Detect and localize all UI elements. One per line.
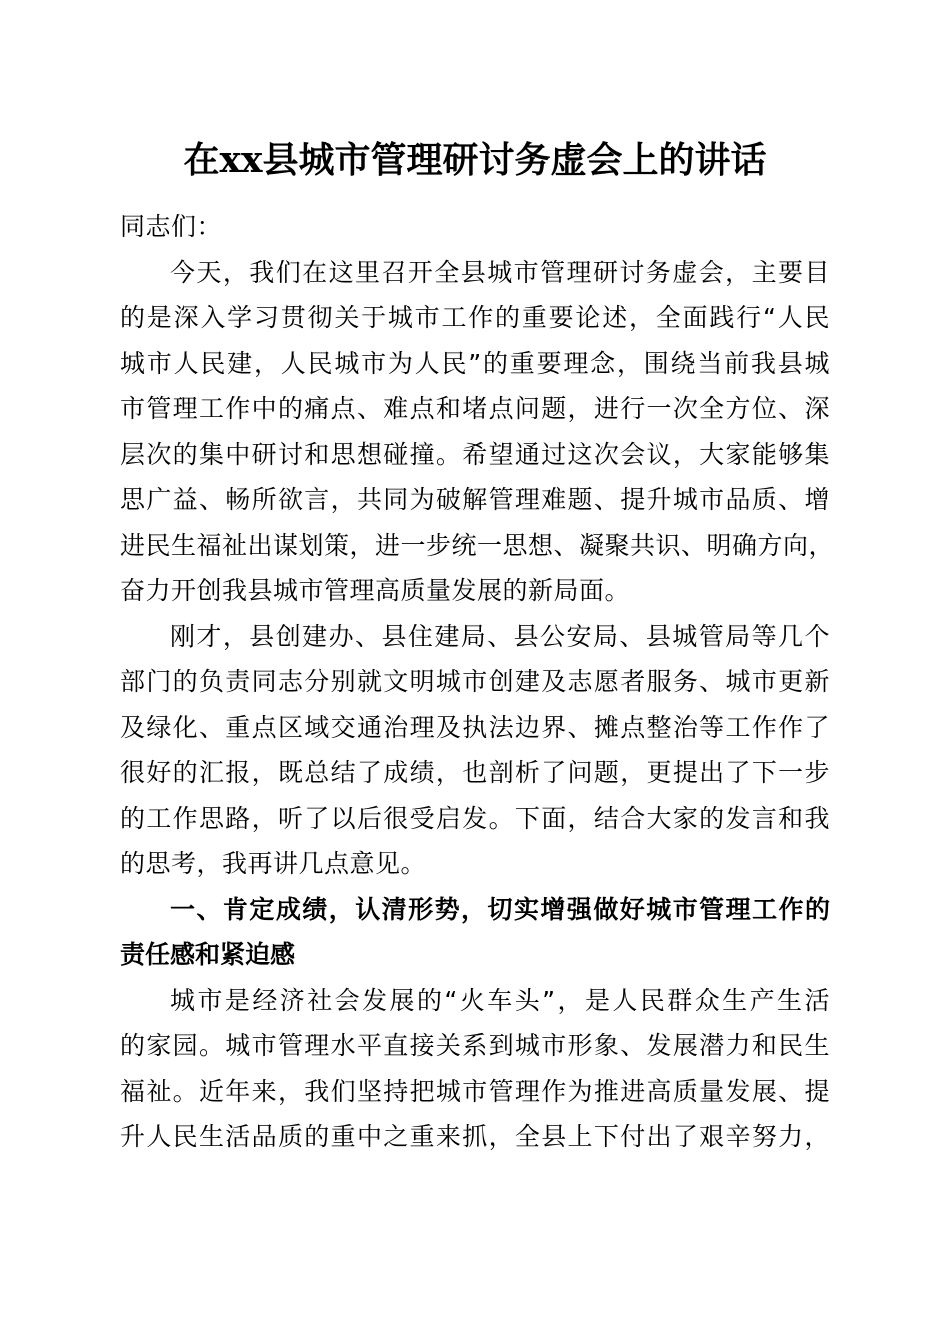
document-title: 在xx县城市管理研讨务虚会上的讲话 (183, 139, 767, 181)
text-line: 及绿化、重点区域交通治理及执法边界、摊点整治等工作作了 (120, 712, 830, 742)
text-line: 市管理工作中的痛点、难点和堵点问题，进行一次全方位、深 (120, 394, 830, 423)
text-line: 城市人民建，人民城市为人民”的重要理念，围绕当前我县城 (120, 348, 830, 378)
text-line: 的思考，我再讲几点意见。 (120, 849, 427, 878)
paragraph-city-role (120, 978, 830, 1160)
text-line: 很好的汇报，既总结了成绩，也剖析了问题，更提出了下一步 (120, 758, 830, 787)
text-line: 的家园。城市管理水平直接关系到城市形象、发展潜力和民生 (120, 1031, 830, 1060)
heading-line: 责任感和紧迫感 (120, 940, 296, 969)
text-line: 城市是经济社会发展的“火车头”，是人民群众生产生活 (170, 985, 830, 1015)
text-line: 的是深入学习贯彻关于城市工作的重要论述，全面践行“人民 (120, 303, 830, 332)
text-line: 奋力开创我县城市管理高质量发展的新局面。 (120, 576, 631, 605)
salutation: 同志们： (120, 212, 223, 241)
text-line: 层次的集中研讨和思想碰撞。希望通过这次会议，大家能够集 (120, 439, 830, 469)
text-line: 的工作思路，听了以后很受启发。下面，结合大家的发言和我 (120, 803, 830, 833)
document-body (120, 204, 835, 1160)
text-line: 升人民生活品质的重中之重来抓，全县上下付出了艰辛努力， (120, 1122, 830, 1151)
text-line: 今天，我们在这里召开全县城市管理研讨务虚会，主要目 (170, 257, 830, 287)
text-line: 进民生福祉出谋划策，进一步统一思想、凝聚共识、明确方向， (120, 530, 835, 560)
paragraph-reports (120, 614, 830, 887)
section-heading-1 (120, 887, 830, 978)
text-line: 福祉。近年来，我们坚持把城市管理作为推进高质量发展、提 (120, 1076, 830, 1106)
heading-line: 一、肯定成绩，认清形势，切实增强做好城市管理工作的 (170, 894, 830, 924)
text-line: 刚才，县创建办、县住建局、县公安局、县城管局等几个 (170, 621, 830, 651)
text-line: 思广益、畅所欲言，共同为破解管理难题、提升城市品质、增 (120, 485, 830, 514)
text-line: 部门的负责同志分别就文明城市创建及志愿者服务、城市更新 (120, 667, 830, 696)
paragraph-intro (120, 250, 835, 614)
